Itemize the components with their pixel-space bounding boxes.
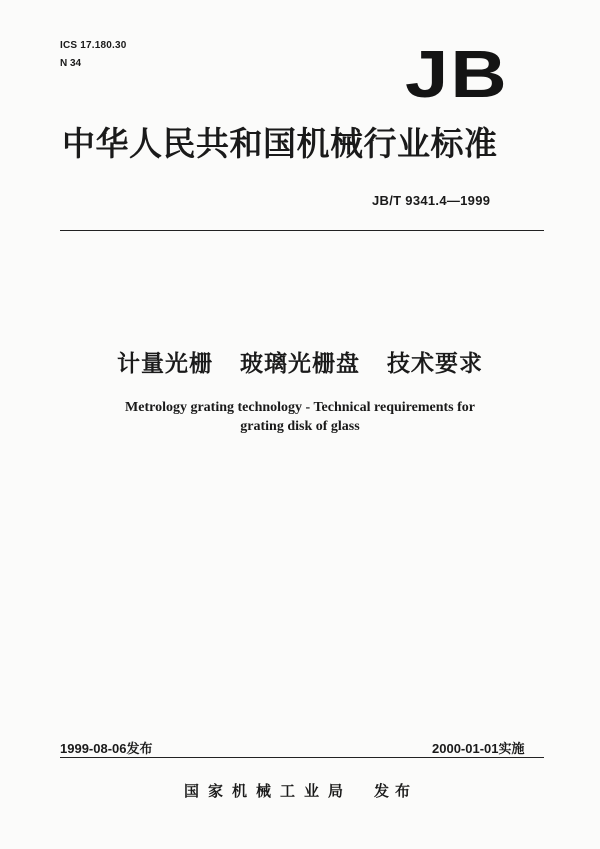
english-title-line-2: grating disk of glass: [240, 419, 360, 434]
ccs-code: N 34: [60, 58, 82, 69]
document-title-english: [0, 398, 600, 436]
issuing-organization: 国家机械工业局: [183, 782, 352, 800]
footer-divider: [60, 757, 544, 758]
english-title-line-1: Metrology grating technology - Technical requirements for: [125, 400, 475, 415]
document-title-chinese: 计量光栅 玻璃光栅盘 技术要求: [116, 351, 484, 377]
standard-category-title: 中华人民共和国机械行业标准: [62, 124, 498, 163]
issue-date: 1999-08-06发布: [60, 741, 153, 756]
header-divider: [60, 230, 544, 231]
issuer-line: [0, 780, 600, 801]
standard-number: JB/T 9341.4—1999: [372, 193, 491, 208]
implementation-date: 2000-01-01实施: [432, 741, 525, 756]
ics-code: ICS 17.180.30: [60, 40, 127, 51]
issuer-action: 发布: [374, 782, 417, 800]
jb-logo: JB: [405, 35, 509, 112]
